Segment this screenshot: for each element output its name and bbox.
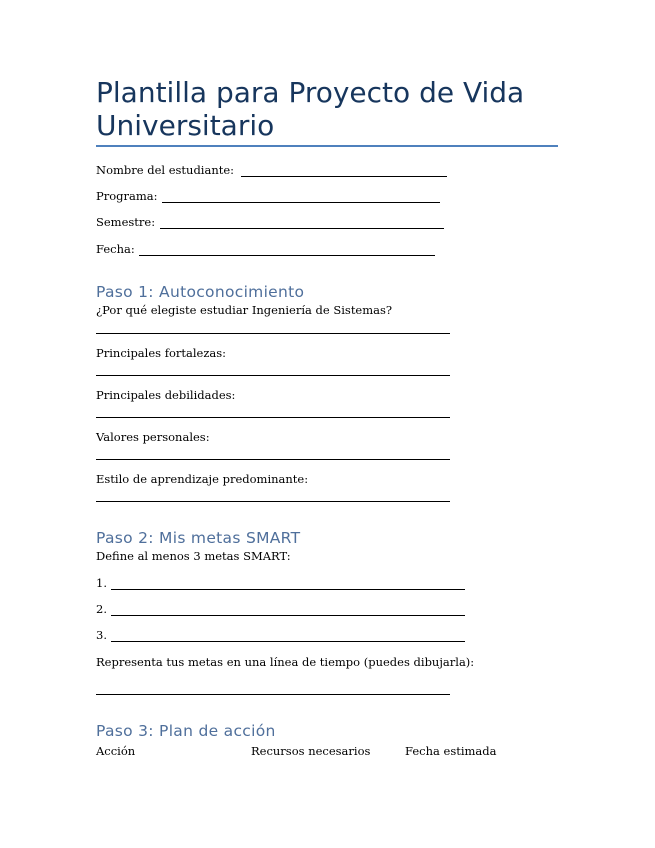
goals-intro-text: Define al menos 3 metas SMART: xyxy=(96,549,291,563)
answer-line[interactable] xyxy=(96,333,450,334)
answer-line[interactable] xyxy=(96,694,450,695)
answer-line[interactable] xyxy=(96,417,450,418)
question-text: Principales fortalezas: xyxy=(96,346,227,360)
field-label: Fecha: xyxy=(96,242,135,256)
answer-line[interactable] xyxy=(96,375,450,376)
question-text: Valores personales: xyxy=(96,430,210,444)
fill-line[interactable] xyxy=(111,615,465,616)
fill-line[interactable] xyxy=(111,641,465,642)
question-text: Estilo de aprendizaje predominante: xyxy=(96,472,309,486)
answer-line[interactable] xyxy=(96,501,450,502)
fill-line[interactable] xyxy=(111,589,465,590)
step2-heading: Paso 2: Mis metas SMART xyxy=(96,529,301,547)
question-text: Principales debilidades: xyxy=(96,388,236,402)
fill-line[interactable] xyxy=(162,202,440,203)
field-label: Semestre: xyxy=(96,215,156,229)
goal-number: 3. xyxy=(96,628,107,642)
column-header-action: Acción xyxy=(96,744,136,758)
question-text: ¿Por qué elegiste estudiar Ingeniería de Sistemas? xyxy=(96,303,393,317)
step1-heading: Paso 1: Autoconocimiento xyxy=(96,283,305,301)
goal-number: 2. xyxy=(96,602,107,616)
field-label: Programa: xyxy=(96,189,158,203)
goal-number: 1. xyxy=(96,576,107,590)
fill-line[interactable] xyxy=(139,255,435,256)
answer-line[interactable] xyxy=(96,459,450,460)
field-label: Nombre del estudiante: xyxy=(96,163,235,177)
document-title: Plantilla para Proyecto de Vida Universitario xyxy=(96,76,525,142)
step3-heading: Paso 3: Plan de acción xyxy=(96,722,276,740)
fill-line[interactable] xyxy=(241,176,447,177)
column-header-date: Fecha estimada xyxy=(405,744,497,758)
title-underline xyxy=(96,145,558,147)
fill-line[interactable] xyxy=(160,228,444,229)
column-header-resources: Recursos necesarios xyxy=(251,744,371,758)
timeline-prompt-text: Representa tus metas en una línea de tiempo (puedes dibujarla): xyxy=(96,655,475,669)
